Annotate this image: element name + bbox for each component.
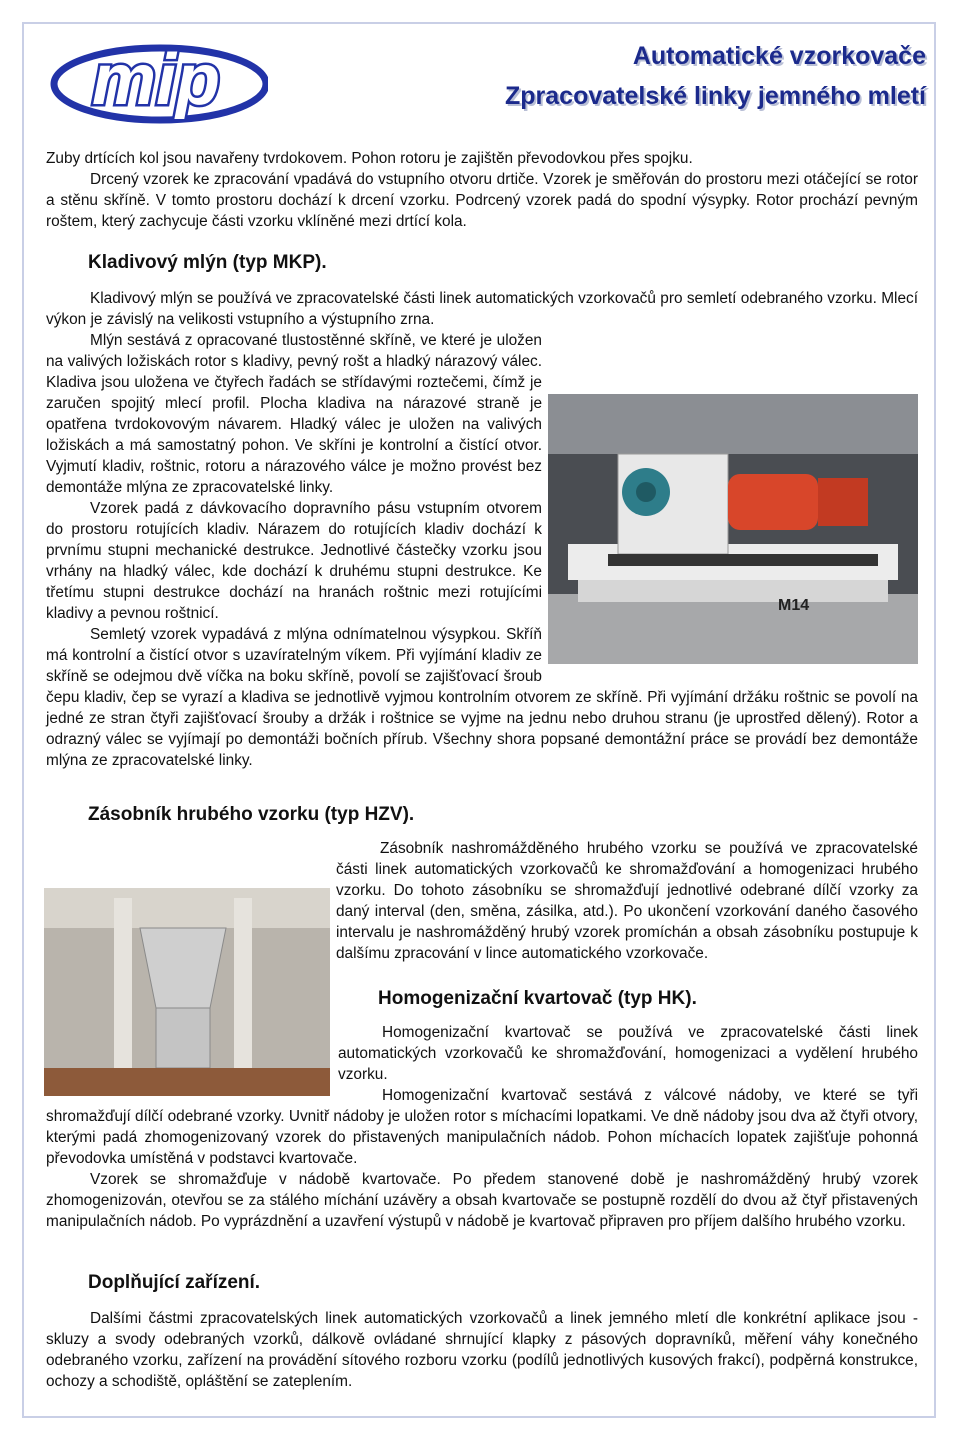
other-section xyxy=(46,1308,918,1392)
mkp-paragraph-1: Kladivový mlýn se používá ve zpracovatelské části linek automatických vzorkovačů pro semletí odebraného vzorku. Mlecí výkon je závislý na velikosti vstupního a výstupního zrna. xyxy=(46,290,918,328)
hzv-paragraph-1: Zásobník nashromážděného hrubého vzorku se používá ve zpracovatelské části linek automatických vzorkovačů ke shromažďování a homogenizaci hrubého vzorku. Do tohoto zásobníku se shromažďují jednotlivé odebrané dílčí vzorky za daný interval (den, směna, zásilka, atd.). Po ukončení vzorkování daného časového intervalu je nashromážděný hrubý vzorek promíchán a obsah zásobníku postupuje k dalšímu zpracování v lince automatického vzorkovače. xyxy=(336,840,918,962)
hk-heading: Homogenizační kvartovač (typ HK). xyxy=(378,988,697,1009)
hzv-paragraph-wrap xyxy=(46,838,918,1012)
hk-paragraph-wrap xyxy=(46,1022,918,1232)
mkp-paragraph-2: Mlýn sestává z opracované tlustostěnné skříně, ve které je uložen na valivých ložiskách rotor s kladivy, pevný rošt a hladký nárazový válec. Kladiva jsou uložena ve čtyřech řadách se střídavými roztečemi, čímž je zaručen spojitý mlecí profil. Plocha kladiva na nárazové straně je opatřena tvrdokovovým návarem. Hladký válec je uložen na valivých ložiskách a má samostatný pohon. Ve skříni je kontrolní a čistící otvor. Vyjmutí kladiv, roštnic, rotoru a nárazového válce je možno provést bez demontáže mlýna ze zpracovatelské linky. xyxy=(46,332,542,496)
mkp-paragraph-4: Semletý vzorek vypadává z mlýna odnímatelnou výsypkou. Skříň má kontrolní a čistící otvor s uzavíratelným víkem. Při vyjímání kladiv ze skříně se odejmou dvě víčka na boku skříně, povolí se zajišťovací šroub čepu kladiv, čep se vyrazí a kladiva se jednotlivě vyjmou kontrolním otvorem ze skříně. Při vyjímání držáku roštnic se povolí na jedné ze stran čtyři zajišťovací šrouby a držák i roštnice se vyjme na jednu nebo druhou stranu (je uprostřed dělený). Rotor a odrazný válec se vyjímají po demontáži bočních přírub. Všechny shora popsané demontážní práce se provádí bez demontáže mlýna ze zpracovatelské linky. xyxy=(46,626,918,769)
mkp-heading-wrap xyxy=(88,252,960,274)
intro-section xyxy=(46,148,918,232)
hk-paragraph-2: Homogenizační kvartovač sestává z válcové nádoby, ve které se tyři shromažďují dílčí odebrané vzorky. Uvnitř nádoby je uložen rotor s míchacími lopatkami. Ve dně nádoby jsou dva až čtyři otvory, kterými padá zhomogenizovaný vzorek do přistavených manipulačních nádob. Pohon míchacích lopatek zajišťuje pohonná převodovka umístěná v podstavci kvartovače. xyxy=(46,1087,918,1167)
page-title: Automatické vzorkovače xyxy=(632,42,926,70)
mkp-paragraph-2-wrap xyxy=(46,330,918,771)
hzv-heading-wrap xyxy=(88,804,960,826)
hk-paragraph-3: Vzorek se shromažďuje v nádobě kvartovače. Po předem stanovené době je nashromážděný hrubý vzorek zhomogenizován, otevřou se za stálého míchání uzávěry a obsah kvartovače se postupně rozdělí do dvou až čtyř přistavených manipulačních nádob. Po vyprázdnění a uzavření výstupů v nádobě je kvartovač připraven pro příjem dalšího hrubého vzorku. xyxy=(46,1171,918,1230)
mkp-section-top xyxy=(46,288,918,330)
mill-photo-label: M14 xyxy=(778,597,810,614)
mip-logo xyxy=(48,38,268,130)
intro-paragraph-2: Drcený vzorek ke zpracování vpadává do vstupního otvoru drtiče. Vzorek je směřován do prostoru mezi otáčející se rotor a stěnu skříně. V tomto prostoru dochází k drcení vzorku. Podrcený vzorek padá do spodní výsypky. Rotor prochází pevným roštem, který zachycuje části vzorku vklíněné mezi drtící kola. xyxy=(46,171,918,230)
mkp-paragraph-3: Vzorek padá z dávkovacího dopravního pásu vstupním otvorem do prostoru rotujících kladiv. Nárazem do rotujících kladiv dochází k prvnímu stupni mechanické destrukce. Jednotlivé částečky vzorku jsou vrhány na hladký válec, kde dochází k druhému stupni destrukce. Ke třetímu stupni destrukce dochází na hranách roštnic mezi rotujícími kladivy a pevnou roštnicí. xyxy=(46,500,542,622)
hk-paragraph-1: Homogenizační kvartovač se používá ve zpracovatelské části linek automatických vzorkovačů ke shromažďování, homogenizaci a vydělení hrubého vzorku. xyxy=(338,1024,918,1083)
intro-paragraph-1: Zuby drtících kol jsou navařeny tvrdokovem. Pohon rotoru je zajištěn převodovkou přes spojku. xyxy=(46,150,693,167)
svg-text:mip: mip xyxy=(91,40,221,120)
other-heading: Doplňující zařízení. xyxy=(88,1272,261,1293)
page-subtitle: Zpracovatelské linky jemného mletí xyxy=(505,82,926,110)
title-block xyxy=(505,36,926,116)
other-heading-wrap xyxy=(88,1272,960,1294)
hk-heading-wrap xyxy=(378,988,918,1010)
hzv-heading: Zásobník hrubého vzorku (typ HZV). xyxy=(88,804,415,825)
other-paragraph-1: Dalšími částmi zpracovatelských linek automatických vzorkovačů a linek jemného mletí dle konkrétní aplikace jsou - skluzy a svody odebraných vzorků, dálkově ovládané shrnující klapky z pásových dopravníků, měření váhy konečného odebraného vzorku, zařízení na provádění sítového rozboru vzorku (podílů jednotlivých kusových frakcí), podpěrná konstrukce, ochozy a schodiště, opláštění se zateplením. xyxy=(46,1310,918,1390)
mkp-heading: Kladivový mlýn (typ MKP). xyxy=(88,252,327,273)
